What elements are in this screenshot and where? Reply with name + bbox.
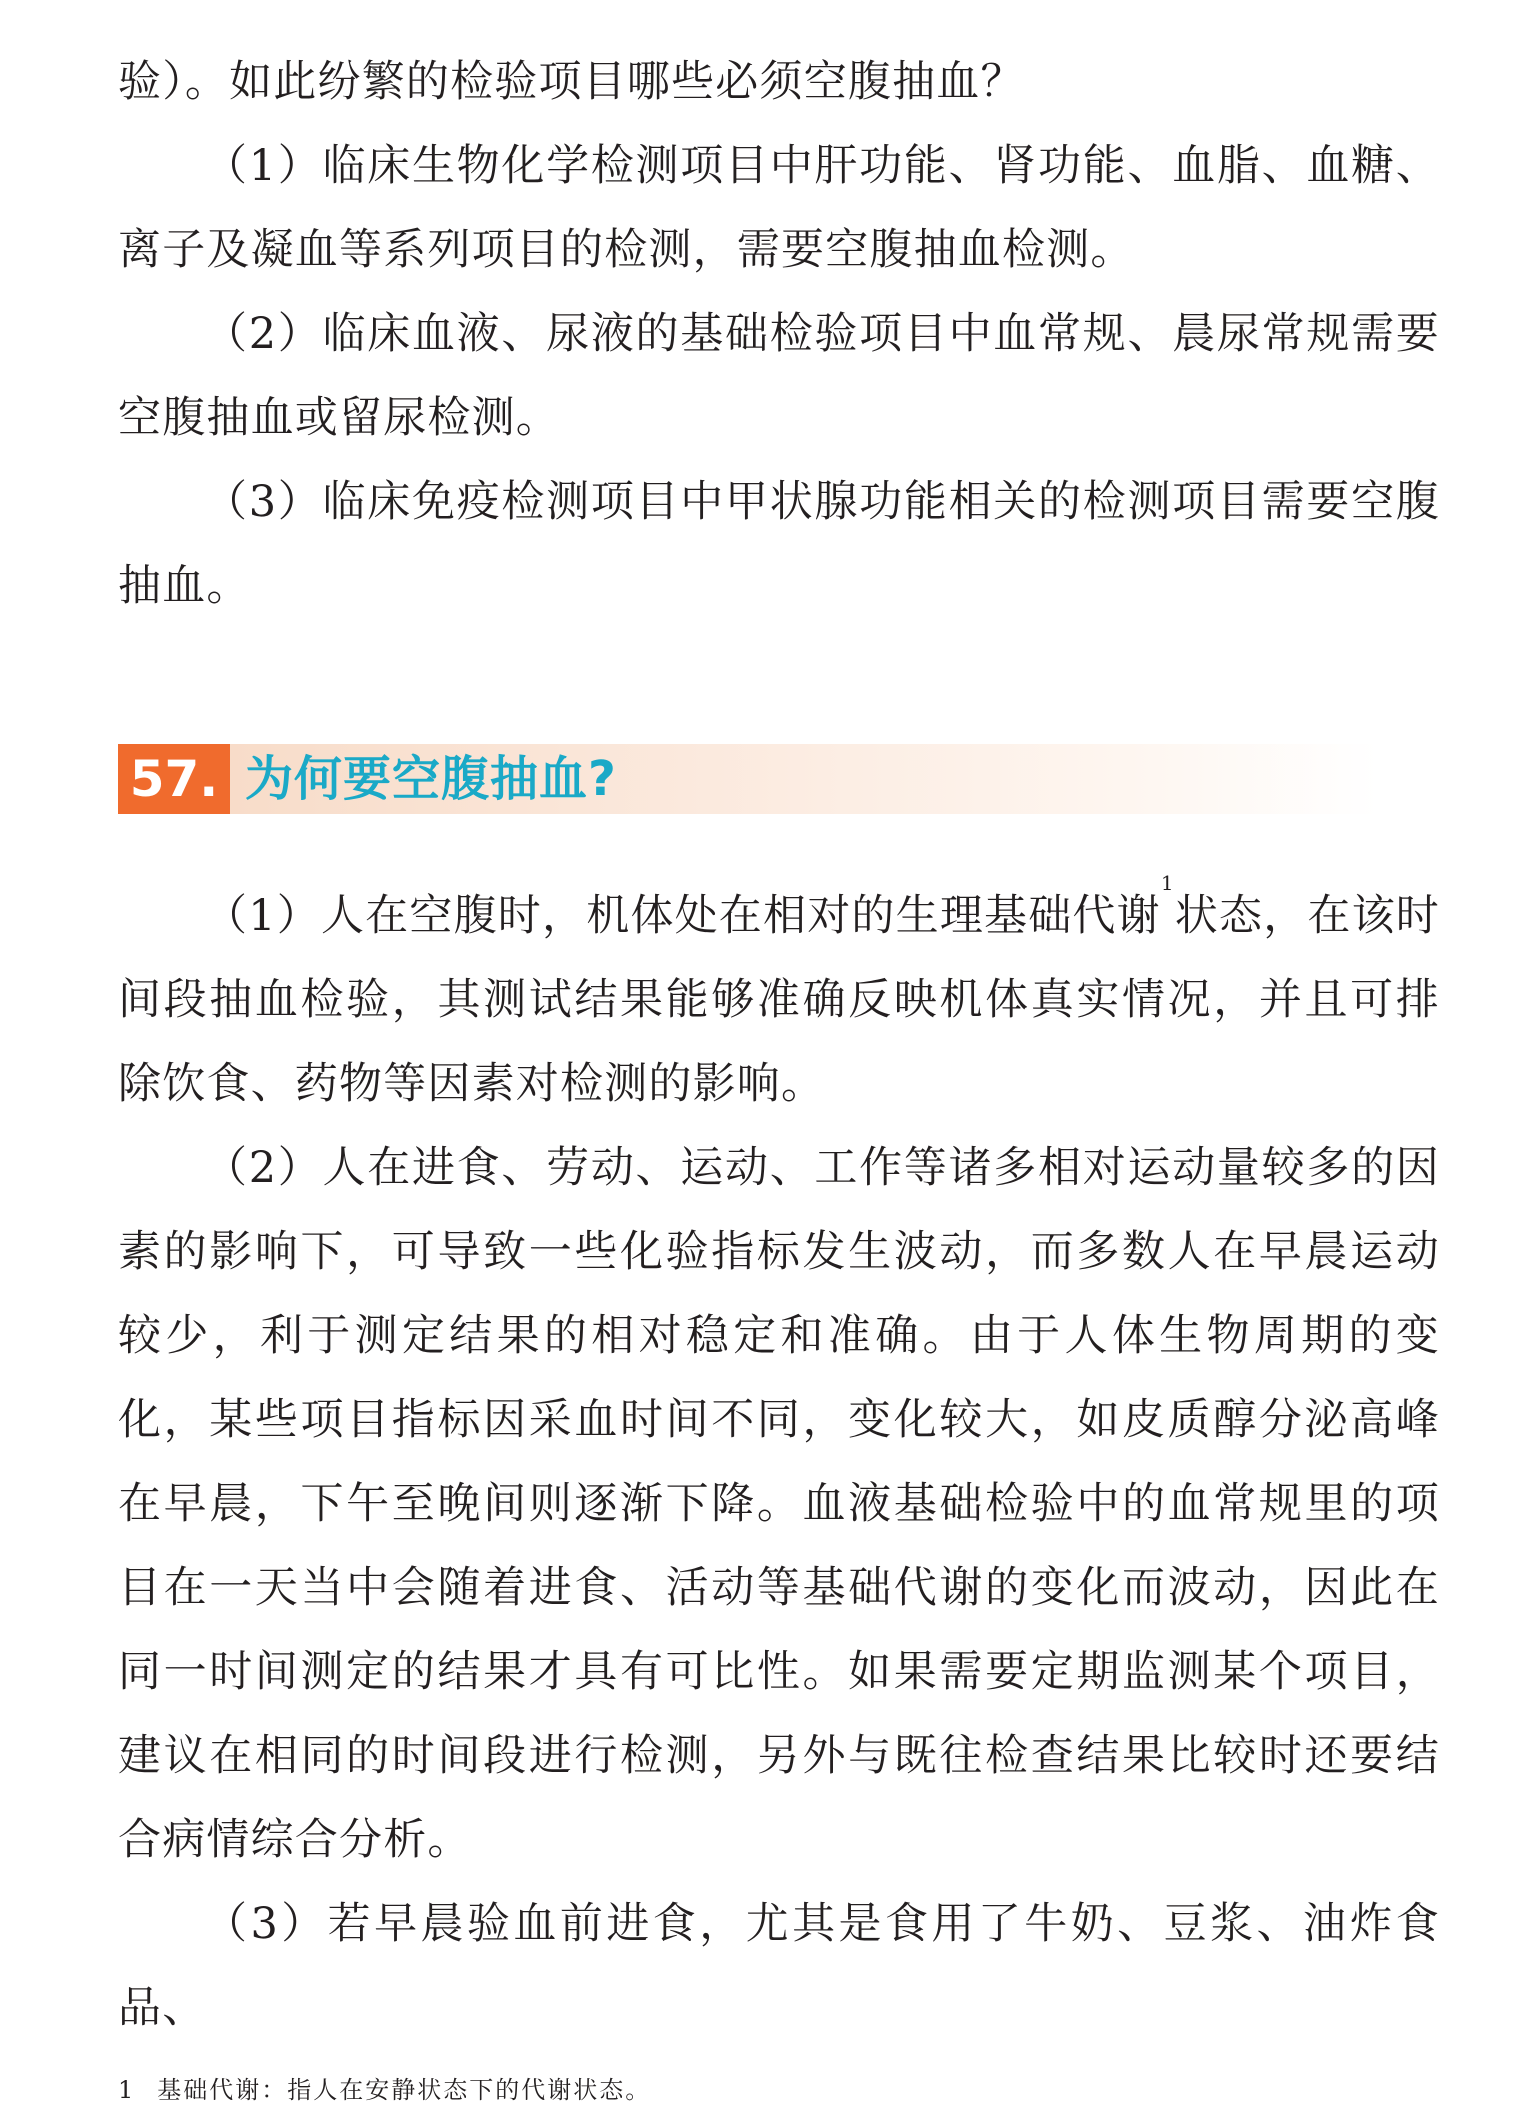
footnote-reference: 1 bbox=[1160, 871, 1175, 895]
section-57-body bbox=[118, 871, 1441, 2050]
answer-paragraph-2: （2）人在进食、劳动、运动、工作等诸多相对运动量较多的因素的影响下，可导致一些化验指标发生波动，而多数人在早晨运动较少，利于测定结果的相对稳定和准确。由于人体生物周期的变化，某些项目指标因采血时间不同，变化较大，如皮质醇分泌高峰在早晨，下午至晚间则逐渐下降。血液基础检验中的血常规里的项目在一天当中会随着进食、活动等基础代谢的变化而波动，因此在同一时间测定的结果才具有可比性。如果需要定期监测某个项目，建议在相同的时间段进行检测，另外与既往检查结果比较时还要结合病情综合分析。 bbox=[118, 1143, 1440, 1865]
section-title: 为何要空腹抽血? bbox=[245, 751, 617, 807]
intro-section bbox=[118, 40, 1440, 628]
footnote-text: 基础代谢：指人在安静状态下的代谢状态。 bbox=[157, 2076, 652, 2104]
footnote-number: 1 bbox=[118, 2076, 136, 2104]
list-item-2: （2）临床血液、尿液的基础检验项目中血常规、晨尿常规需要空腹抽血或留尿检测。 bbox=[118, 309, 1440, 443]
answer-paragraph-3: （3）若早晨验血前进食，尤其是食用了牛奶、豆浆、油炸食品、 bbox=[118, 1899, 1440, 2033]
list-item-3: （3）临床免疫检测项目中甲状腺功能相关的检测项目需要空腹抽血。 bbox=[118, 477, 1440, 611]
intro-paragraph: 验）。如此纷繁的检验项目哪些必须空腹抽血？ bbox=[118, 57, 1025, 107]
answer-paragraph-1 bbox=[118, 871, 1441, 1126]
footnote bbox=[118, 2073, 651, 2107]
answer-paragraph-1-start: （1）人在空腹时，机体处在相对的生理基础代谢 bbox=[204, 891, 1161, 941]
section-number: 57. bbox=[118, 744, 230, 814]
answer-paragraph-1-rest: 状态，在该时间段抽血检验，其测试结果能够准确反映机体真实情况，并且可排除饮食、药物等因素对检测的影响。 bbox=[118, 891, 1441, 1109]
section-heading bbox=[118, 744, 1378, 814]
list-item-1: （1）临床生物化学检测项目中肝功能、肾功能、血脂、血糖、离子及凝血等系列项目的检测，需要空腹抽血检测。 bbox=[118, 141, 1440, 275]
